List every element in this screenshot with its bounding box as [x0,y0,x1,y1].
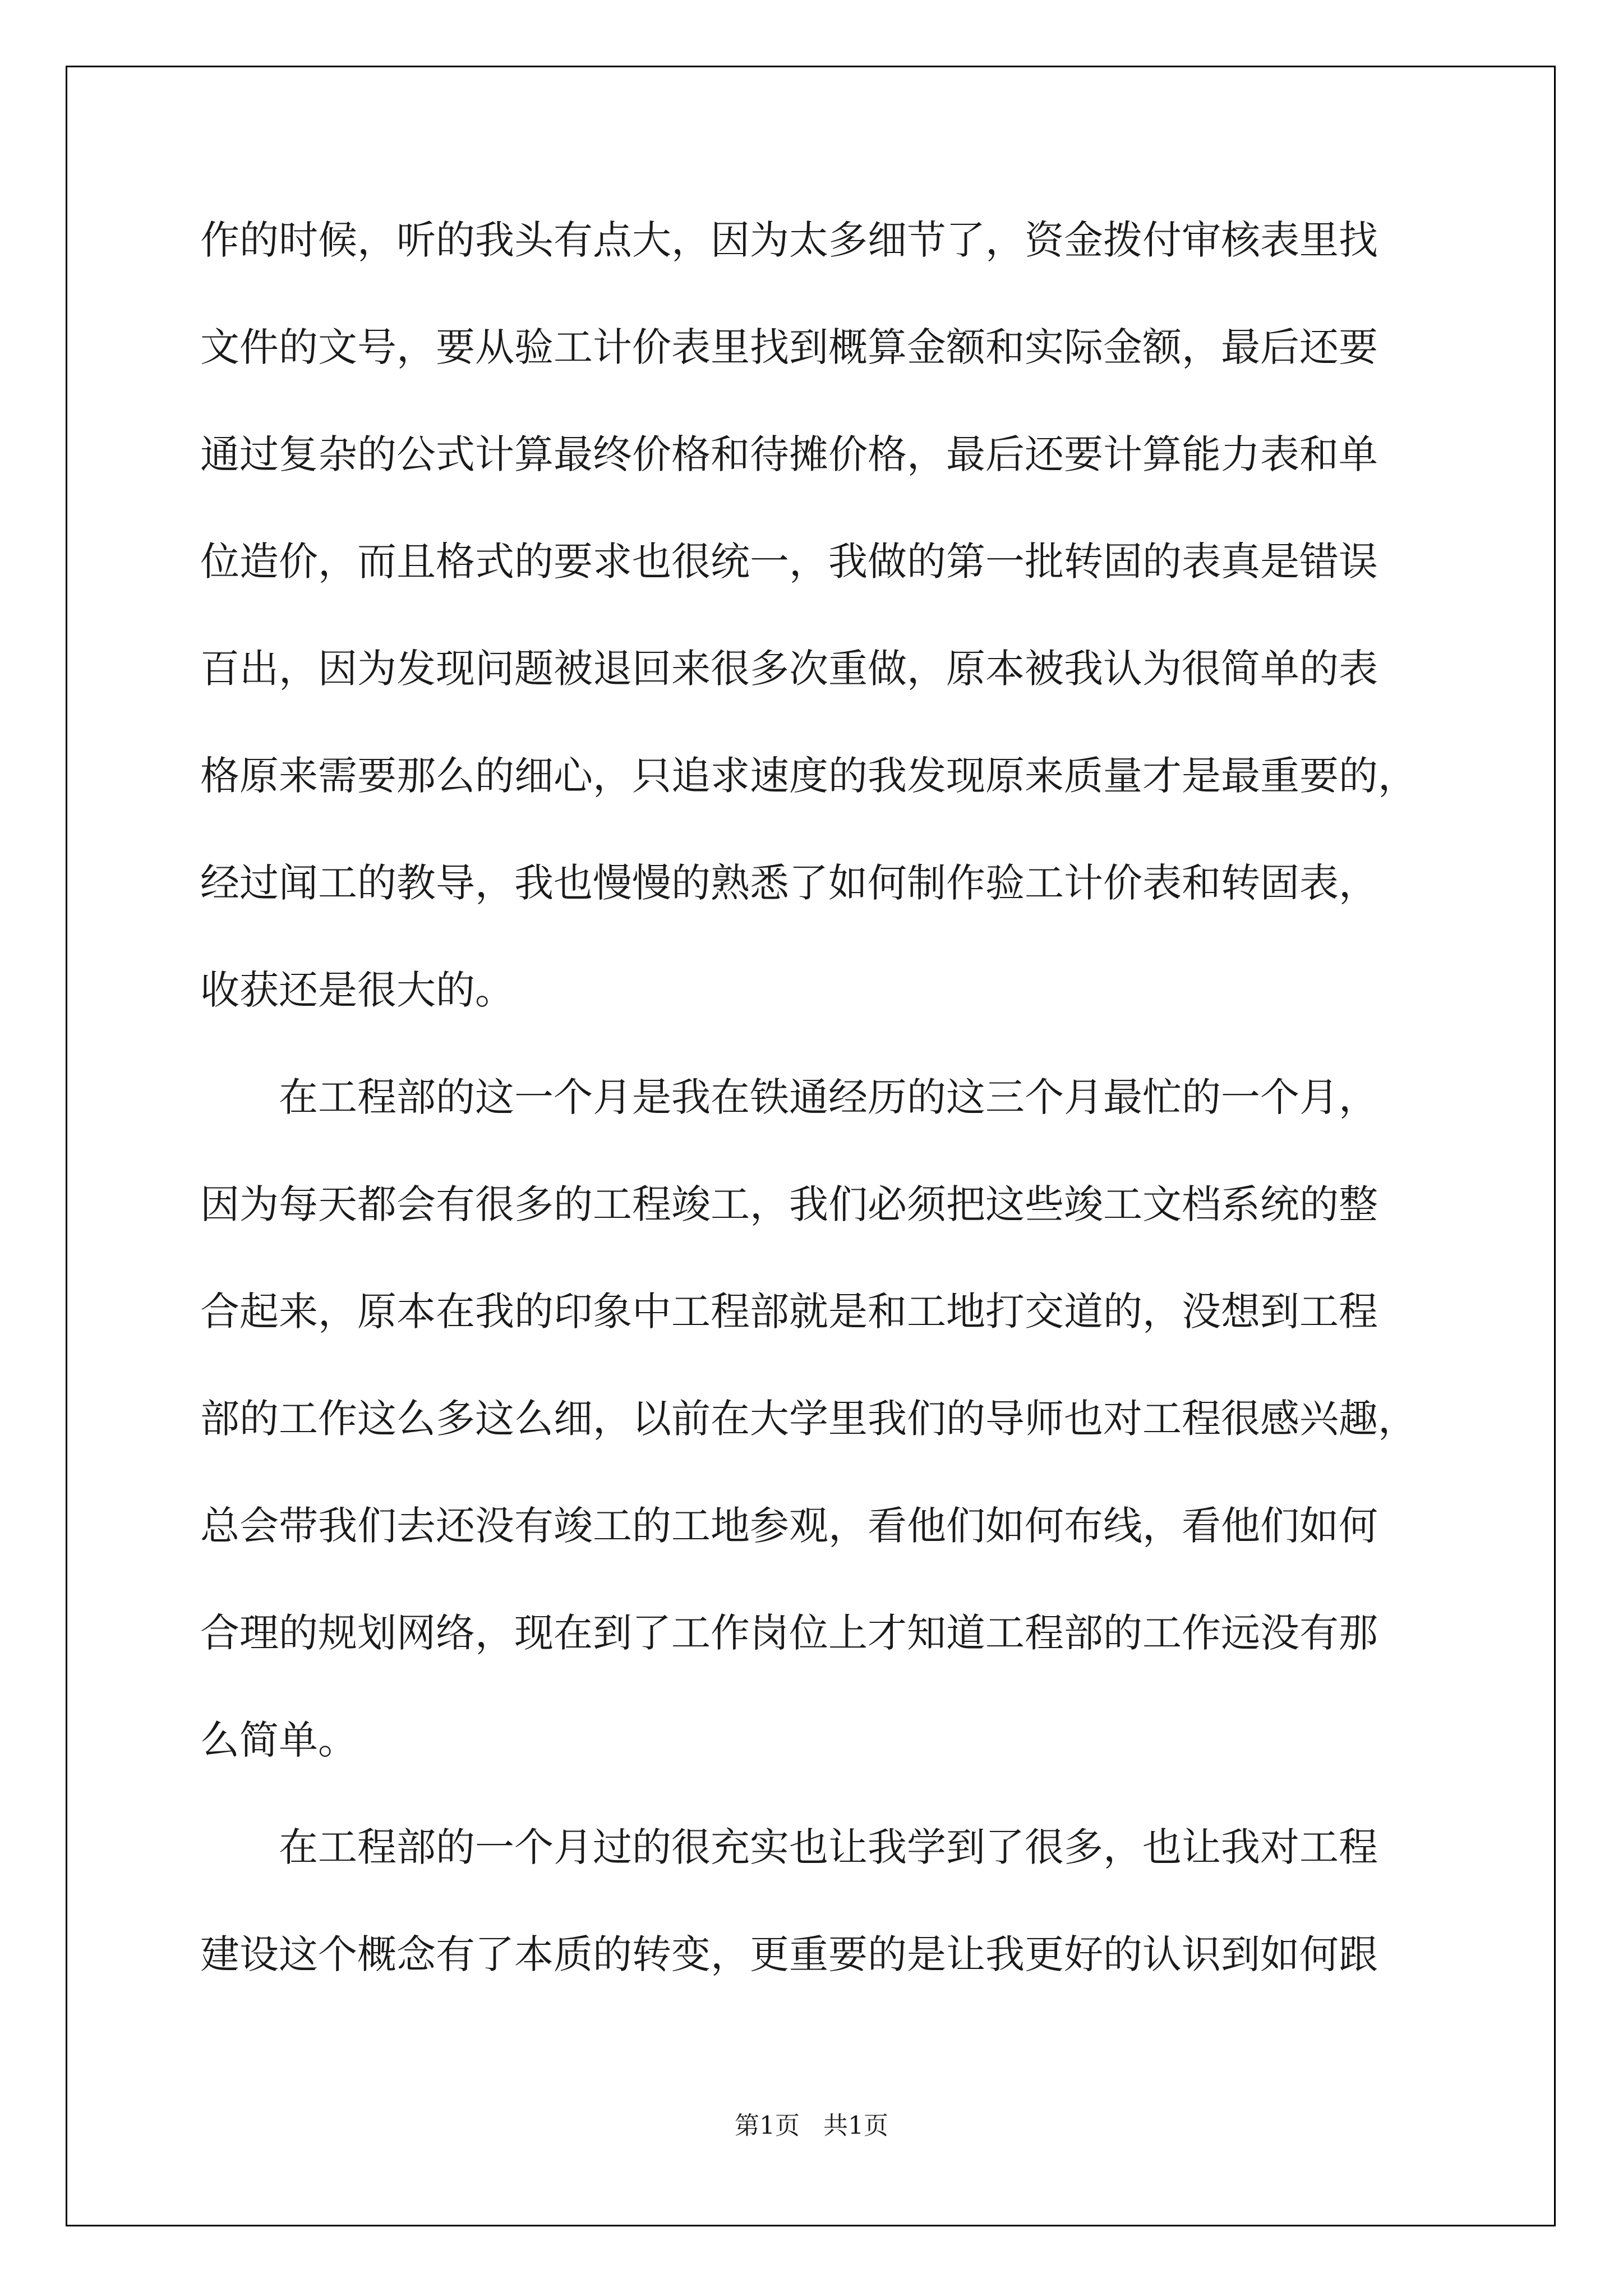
text-line: 合起来，原本在我的印象中工程部就是和工地打交道的，没想到工程 [200,1289,1378,1335]
text-line: 百出，因为发现问题被退回来很多次重做，原本被我认为很简单的表 [200,646,1378,692]
paragraph-first-line: 在工程部的一个月过的很充实也让我学到了很多，也让我对工程 [279,1824,1378,1870]
page-number-footer: 第1页 共1页 [735,2111,888,2140]
paragraph-first-line: 在工程部的这一个月是我在铁通经历的这三个月最忙的一个月， [279,1074,1378,1120]
text-line: 么简单。 [200,1717,357,1763]
text-line: 经过闻工的教导，我也慢慢的熟悉了如何制作验工计价表和转固表， [200,860,1378,906]
text-line: 作的时候，听的我头有点大，因为太多细节了，资金拨付审核表里找 [200,217,1378,263]
text-line: 因为每天都会有很多的工程竣工，我们必须把这些竣工文档系统的整 [200,1181,1378,1227]
text-line: 位造价，而且格式的要求也很统一，我做的第一批转固的表真是错误 [200,539,1378,585]
text-line: 格原来需要那么的细心，只追求速度的我发现原来质量才是最重要的， [200,753,1417,799]
text-line: 收获还是很大的。 [200,967,514,1013]
text-line: 建设这个概念有了本质的转变，更重要的是让我更好的认识到如何跟 [200,1931,1378,1977]
text-line: 通过复杂的公式计算最终价格和待摊价格，最后还要计算能力表和单 [200,431,1378,477]
document-body [200,218,1434,2039]
text-line: 合理的规划网络，现在到了工作岗位上才知道工程部的工作远没有那 [200,1610,1378,1656]
text-line: 部的工作这么多这么细，以前在大学里我们的导师也对工程很感兴趣， [200,1396,1417,1442]
text-line: 总会带我们去还没有竣工的工地参观，看他们如何布线，看他们如何 [200,1503,1378,1549]
text-line: 文件的文号，要从验工计价表里找到概算金额和实际金额，最后还要 [200,324,1378,370]
